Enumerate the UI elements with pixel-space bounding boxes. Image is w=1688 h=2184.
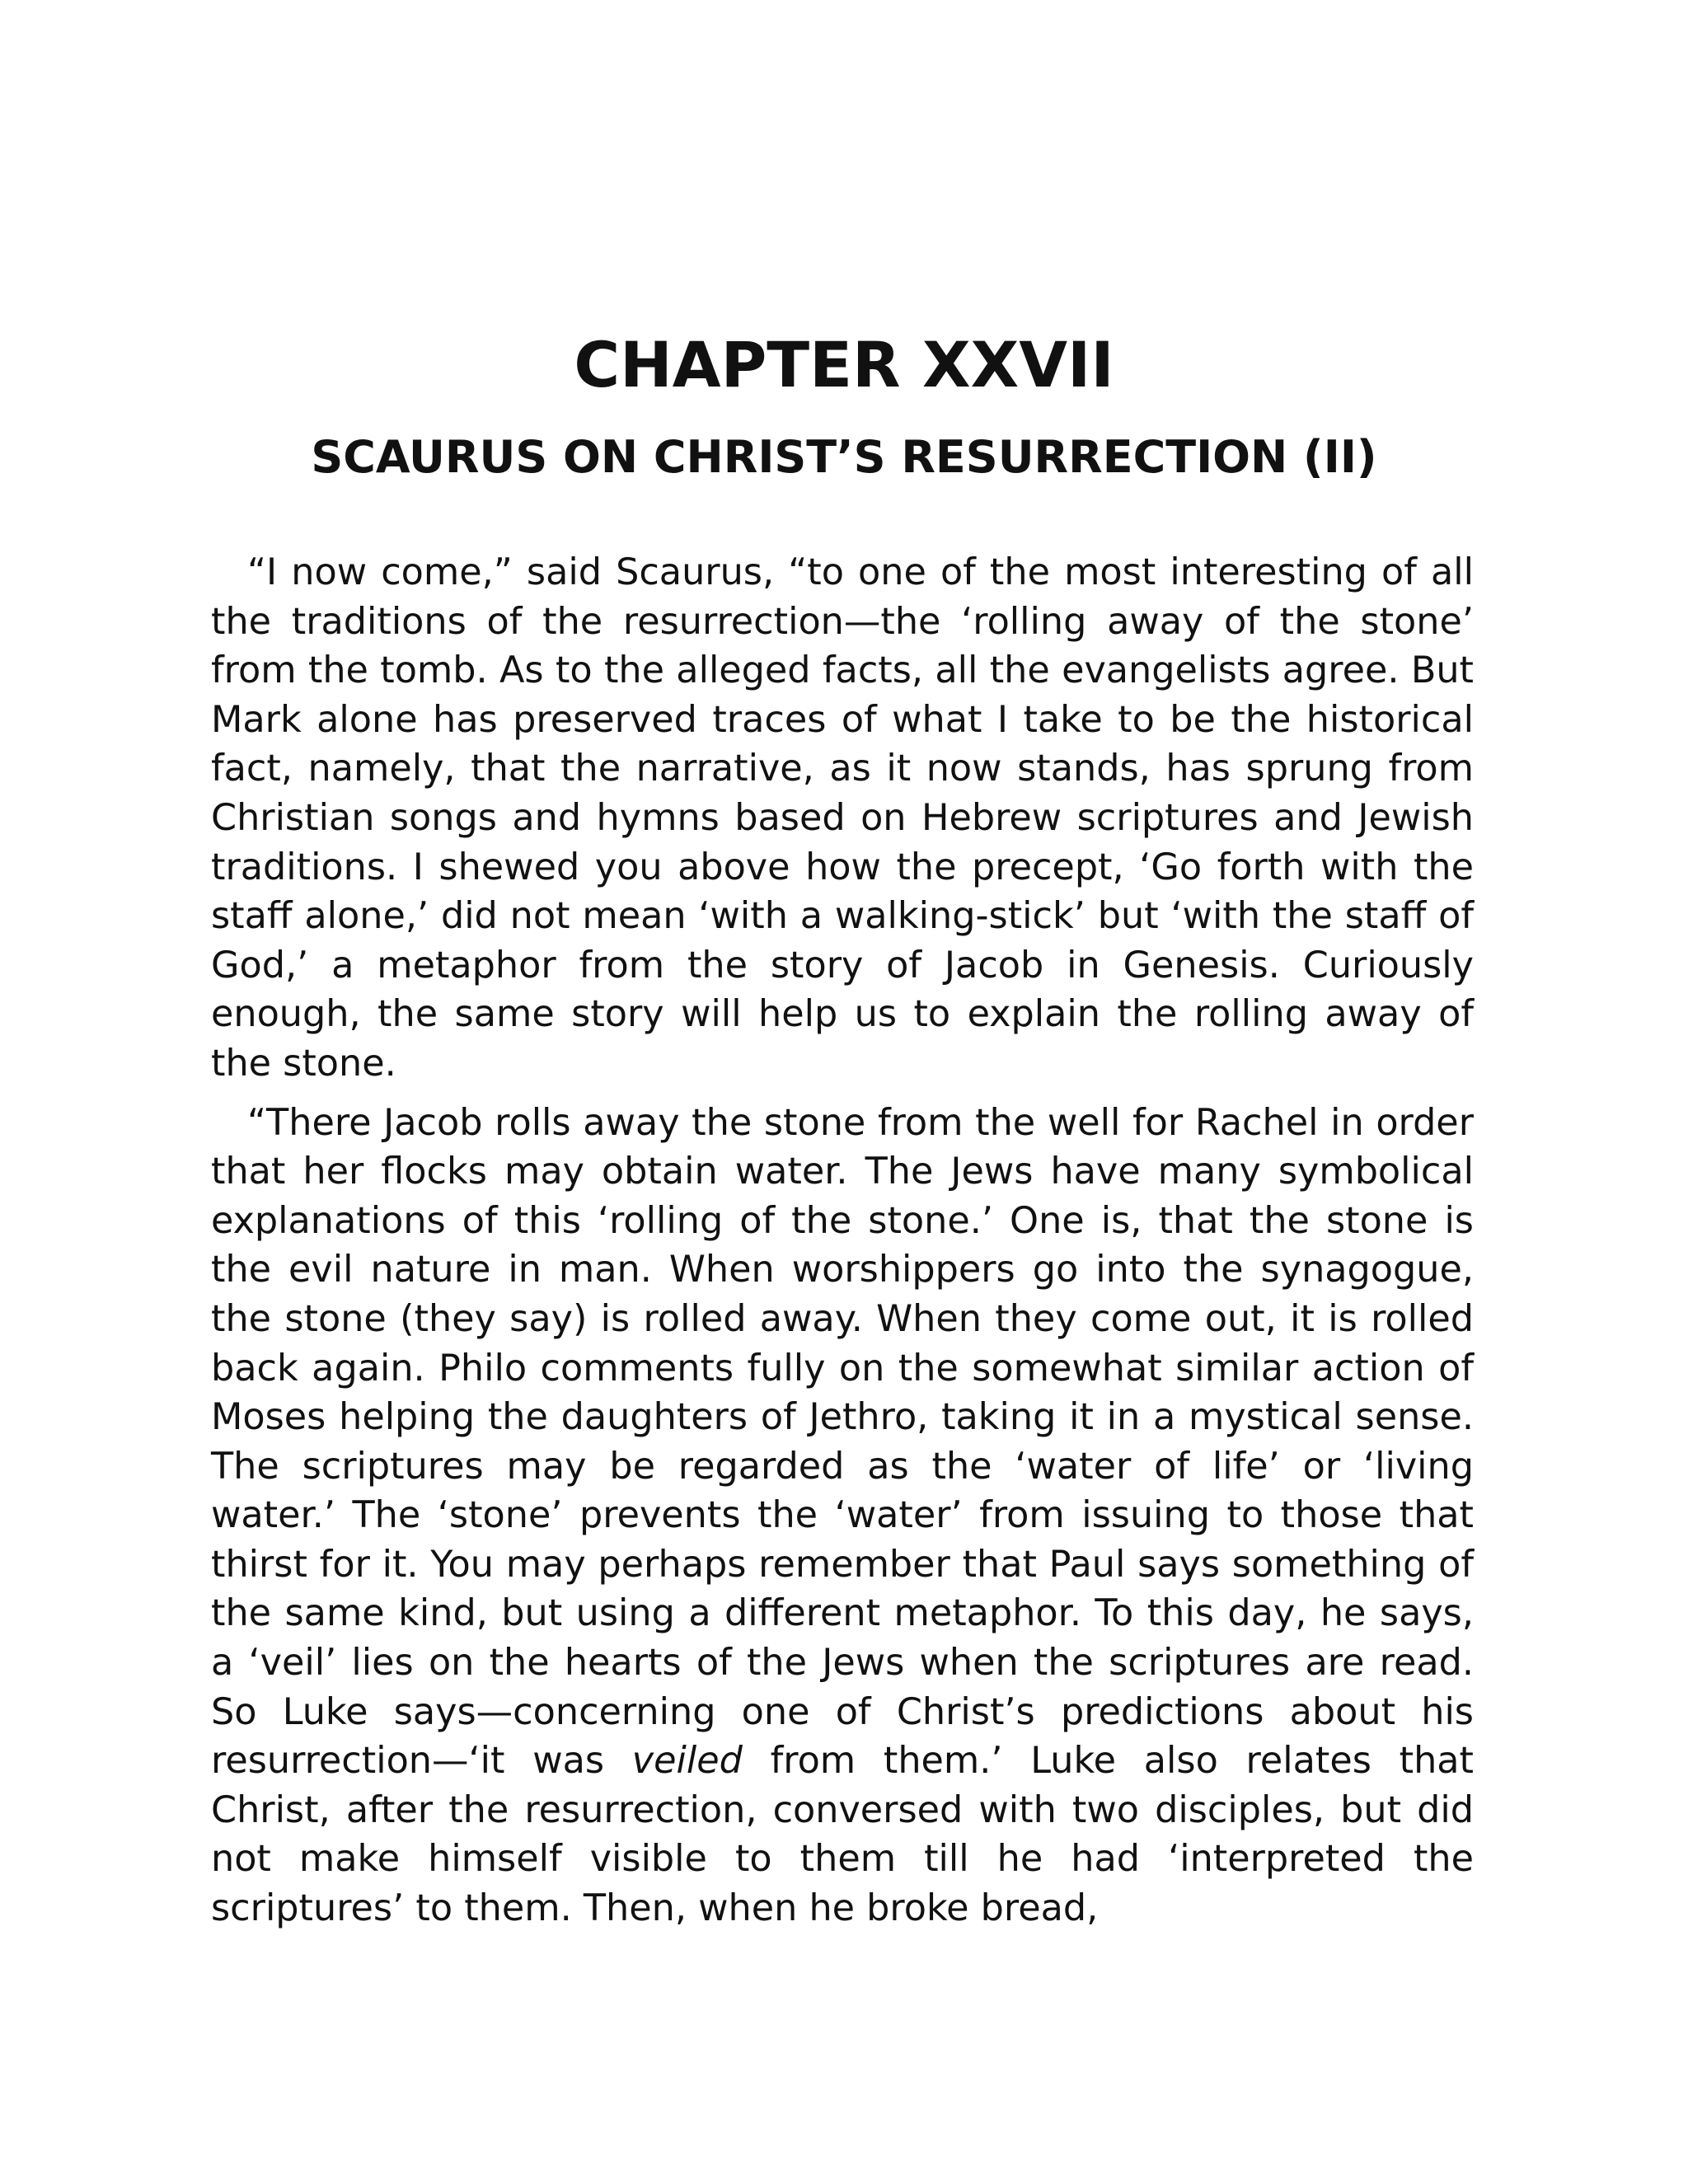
paragraph-2-italic-word: veiled xyxy=(631,1740,743,1783)
paragraph-2-text-end: from them.’ Luke also relates that Christ, after the resurrection, conversed with two disciples, but did not make himself visible to them till he had ‘interpreted the scriptures’ to them. Then, when he broke bread, xyxy=(211,1740,1474,1930)
chapter-body xyxy=(211,548,1474,1943)
chapter-title: SCAURUS ON CHRIST’S RESURRECTION (II) xyxy=(311,431,1377,483)
chapter-number: CHAPTER XXVII xyxy=(574,328,1114,401)
paragraph-1: “I now come,” said Scaurus, “to one of the most interesting of all the traditions of the resurrection—the ‘rolling away of the stone’ from the tomb. As to the alleged facts, all the evangelists agree. But Mark alone has preserved traces of what I take to be the historical fact, namely, that the narrative, as it now stands, has sprung from Christian songs and hymns based on Hebrew scriptures and Jewish traditions. I shewed you above how the precept, ‘Go forth with the staff alone,’ did not mean ‘with a walking-stick’ but ‘with the staff of God,’ a metaphor from the story of Jacob in Genesis. Curiously enough, the same story will help us to explain the rolling away of the stone. xyxy=(211,551,1474,1085)
paragraph-2 xyxy=(211,1099,1474,1933)
paragraph-2-text-start: “There Jacob rolls away the stone from the well for Rachel in order that her flocks may obtain water. The Jews have many symbolical explanations of this ‘rolling of the stone.’ One is, that the stone is the evil nature in man. When worshippers go into the synagogue, the stone (they say) is rolled away. When they come out, it is rolled back again. Philo comments fully on the somewhat similar action of Moses helping the daughters of Jethro, taking it in a mystical sense. The scriptures may be regarded as the ‘water of life’ or ‘living water.’ The ‘stone’ prevents the ‘water’ from issuing to those that thirst for it. You may perhaps remember that Paul says something of the same kind, but using a different metaphor. To this day, he says, a ‘veil’ lies on the hearts of the Jews when the scriptures are read. So Luke says—concerning one of Christ’s predictions about his resurrection—‘it was xyxy=(211,1101,1474,1783)
